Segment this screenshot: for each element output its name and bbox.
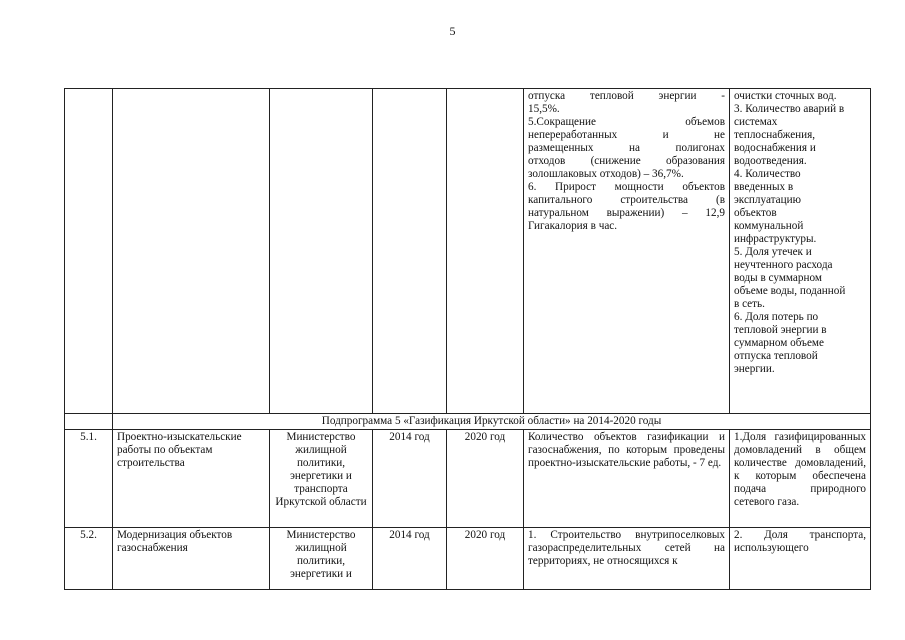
subprogram-title-row bbox=[65, 414, 871, 430]
text-line: 5. Доля утечек и bbox=[734, 246, 812, 258]
text-line: инфраструктуры. bbox=[734, 233, 817, 245]
page-number: 5 bbox=[449, 24, 456, 38]
row-indicator: 2. Доля транспорта, использующего bbox=[730, 528, 871, 590]
cell-subprogram-empty bbox=[65, 414, 113, 430]
text-line: объеме воды, поданной bbox=[734, 285, 846, 297]
program-table bbox=[64, 88, 871, 590]
text-line: 4. Количество bbox=[734, 168, 801, 180]
continuation-row bbox=[65, 89, 871, 414]
text-line: 6. Прирост мощности объектов bbox=[528, 181, 725, 193]
text-line: золошлаковых отходов) – 36,7%. bbox=[528, 168, 684, 180]
text-line: 3. Количество аварий в bbox=[734, 103, 845, 115]
row-number: 5.1. bbox=[65, 430, 113, 528]
text-line: воды в суммарном bbox=[734, 272, 822, 284]
text-line: отходов (снижение образования bbox=[528, 155, 725, 167]
text-line: отпуска тепловой энергии - bbox=[528, 90, 725, 102]
row-name: Проектно-изыскательские работы по объектам строительства bbox=[113, 430, 270, 528]
text-line: непереработанных и не bbox=[528, 129, 725, 141]
text-line: размещенных на полигонах bbox=[528, 142, 725, 154]
row-result: Количество объектов газификации и газоснабжения, по которым проведены проектно-изыскательские работы, - 7 ед. bbox=[524, 430, 730, 528]
text-line: суммарном объеме bbox=[734, 337, 824, 349]
row-start-year: 2014 год bbox=[373, 528, 447, 590]
text-line: энергии. bbox=[734, 363, 775, 375]
cell-executor-empty bbox=[270, 89, 373, 414]
text-line: 5.Сокращение объемов bbox=[528, 116, 725, 128]
text-line: тепловой энергии в bbox=[734, 324, 827, 336]
text-line: 15,5%. bbox=[528, 103, 560, 115]
text-line: объектов bbox=[734, 207, 777, 219]
row-executor: Министерство жилищной политики, энергетики и транспорта Иркутской области bbox=[270, 430, 373, 528]
cell-name-empty bbox=[113, 89, 270, 414]
row-start-year: 2014 год bbox=[373, 430, 447, 528]
row-end-year: 2020 год bbox=[447, 430, 524, 528]
subprogram-title: Подпрограмма 5 «Газификация Иркутской области» на 2014-2020 годы bbox=[113, 414, 871, 430]
row-end-year: 2020 год bbox=[447, 528, 524, 590]
text-line: теплоснабжения, bbox=[734, 129, 816, 141]
row-executor: Министерство жилищной политики, энергетики и bbox=[270, 528, 373, 590]
text-line: в сеть. bbox=[734, 298, 765, 310]
text-line: введенных в bbox=[734, 181, 794, 193]
text-line: неучтенного расхода bbox=[734, 259, 833, 271]
cell-start-empty bbox=[373, 89, 447, 414]
text-line: очистки сточных вод. bbox=[734, 90, 837, 102]
cell-indicator-continued bbox=[730, 89, 871, 414]
text-line: отпуска тепловой bbox=[734, 350, 818, 362]
row-result: 1. Строительство внутрипоселковых газораспределительных сетей на территориях, не относящихся к bbox=[524, 528, 730, 590]
text-line: эксплуатацию bbox=[734, 194, 801, 206]
text-line: натуральном выражении) – 12,9 bbox=[528, 207, 725, 219]
row-number: 5.2. bbox=[65, 528, 113, 590]
text-line: 6. Доля потерь по bbox=[734, 311, 819, 323]
table-row bbox=[65, 430, 871, 528]
cell-result-continued bbox=[524, 89, 730, 414]
row-name: Модернизация объектов газоснабжения bbox=[113, 528, 270, 590]
text-line: системах bbox=[734, 116, 778, 128]
table-row bbox=[65, 528, 871, 590]
cell-end-empty bbox=[447, 89, 524, 414]
text-line: водоснабжения и bbox=[734, 142, 816, 154]
cell-num-empty bbox=[65, 89, 113, 414]
text-line: Гигакалория в час. bbox=[528, 220, 618, 232]
text-line: капитального строительства (в bbox=[528, 194, 725, 206]
row-indicator: 1.Доля газифицированных домовладений в общем количестве домовладений, к которым обеспечена подача природного сетевого газа. bbox=[730, 430, 871, 528]
text-line: коммунальной bbox=[734, 220, 804, 232]
text-line: водоотведения. bbox=[734, 155, 807, 167]
